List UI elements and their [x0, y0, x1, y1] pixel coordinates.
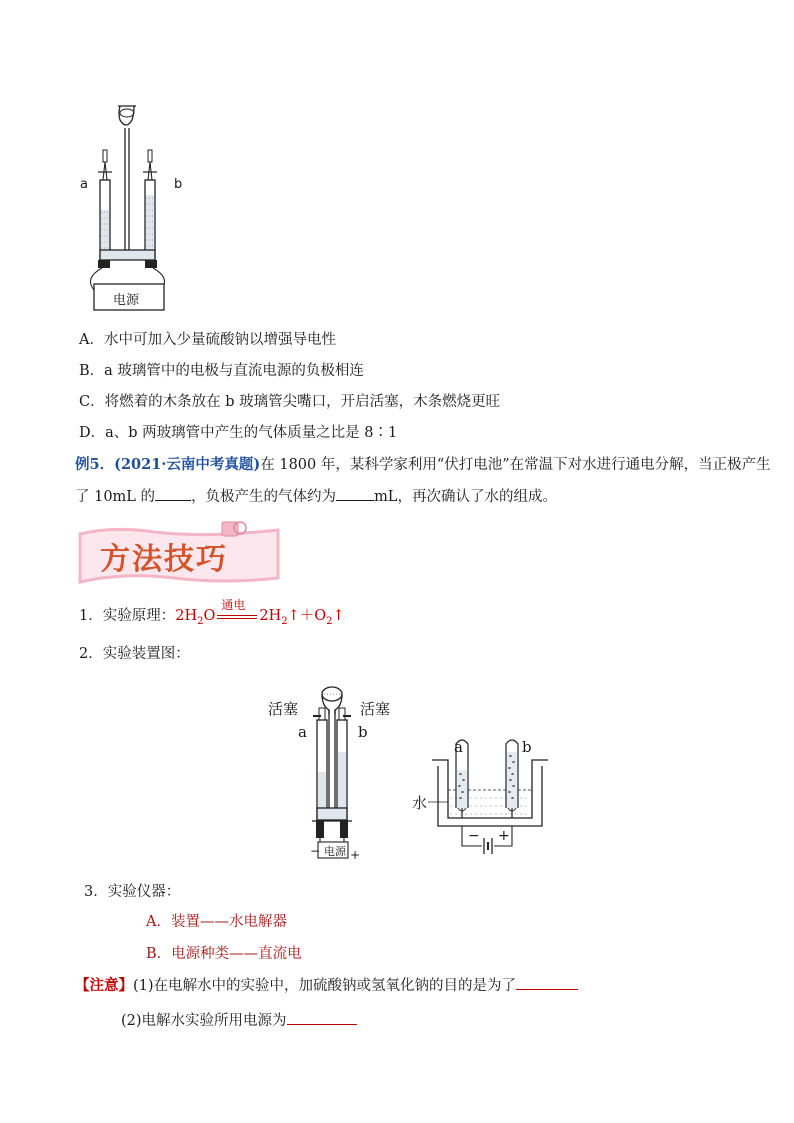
- method-tips-banner: [74, 520, 284, 588]
- reaction-condition: 通电: [221, 598, 246, 612]
- note-blank-2[interactable]: [287, 1010, 357, 1025]
- banner-title: 方法技巧: [100, 542, 228, 577]
- note-item-2: (2)电解水实验所用电源为: [121, 1013, 287, 1029]
- example-5-line-1: [75, 455, 771, 475]
- section-3-label: 3．实验仪器：: [84, 884, 181, 900]
- option-a: A．水中可加入少量硫酸钠以增强导电性: [79, 332, 336, 348]
- example-source: (2021·云南中考真题): [114, 456, 261, 473]
- label-b: b: [358, 723, 368, 741]
- example-5-line-2: [75, 486, 557, 507]
- example-text-1: 在 1800 年，某科学家利用“伏打电池”在常温下对水进行通电分解，当正极产生: [260, 457, 771, 473]
- apparatus-1-drawing: [76, 100, 196, 312]
- positive-terminal: +: [350, 848, 361, 862]
- power-supply-label: 电源: [324, 845, 346, 858]
- example-text-3: ，负极产生的气体约为: [191, 489, 337, 505]
- negative-terminal: −: [310, 844, 321, 858]
- answer-blank-1[interactable]: [155, 486, 191, 501]
- instrument-item-a: A．装置——水电解器: [146, 914, 287, 930]
- equation-reactant: $2H_2O$: [175, 608, 216, 627]
- answer-blank-2[interactable]: [336, 486, 374, 501]
- option-d: D．a、b 两玻璃管中产生的气体质量之比是 8∶1: [79, 425, 398, 441]
- note-tag: 【注意】: [75, 977, 133, 994]
- label-a: a: [298, 723, 307, 741]
- label-b: b: [522, 738, 532, 756]
- stopcock-left-label: 活塞: [268, 700, 299, 718]
- section-1-principle: [79, 598, 345, 632]
- example-text-4: mL，再次确认了水的组成。: [374, 489, 557, 505]
- figure-electrolysis-apparatus-1: [76, 100, 196, 312]
- water-label: 水: [412, 794, 428, 812]
- equation-products: $2H_2↑+O_2↑$: [259, 608, 345, 627]
- trough-drawing: [412, 730, 562, 862]
- option-b: B．a 玻璃管中的电极与直流电源的负极相连: [79, 363, 364, 379]
- label-a: a: [454, 738, 463, 756]
- principle-label: 1．实验原理：: [79, 608, 176, 624]
- option-c: C．将燃着的木条放在 b 玻璃管尖嘴口，开启活塞，木条燃烧更旺: [79, 394, 501, 410]
- figure-electrolysis-apparatus-2: [262, 680, 402, 862]
- section-2-label: 2．实验装置图：: [79, 646, 190, 662]
- label-a: a: [80, 177, 88, 192]
- stopcock-right-label: 活塞: [360, 700, 391, 718]
- negative-terminal: −: [468, 828, 480, 844]
- note-item-1: (1)在电解水中的实验中，加硫酸钠或氢氧化钠的目的是为了: [133, 978, 517, 994]
- equation-arrow: [217, 598, 257, 625]
- example-number: 例5．: [75, 456, 115, 473]
- example-text-2: 了 10mL 的: [75, 489, 156, 505]
- note-line-2: [121, 1010, 357, 1031]
- instrument-item-b: B．电源种类——直流电: [146, 946, 302, 962]
- label-b: b: [174, 177, 183, 192]
- figure-electrolysis-trough: [412, 730, 562, 862]
- positive-terminal: +: [498, 828, 510, 844]
- note-line-1: [75, 975, 578, 996]
- power-supply-label: 电源: [113, 293, 140, 308]
- note-blank-1[interactable]: [516, 975, 578, 990]
